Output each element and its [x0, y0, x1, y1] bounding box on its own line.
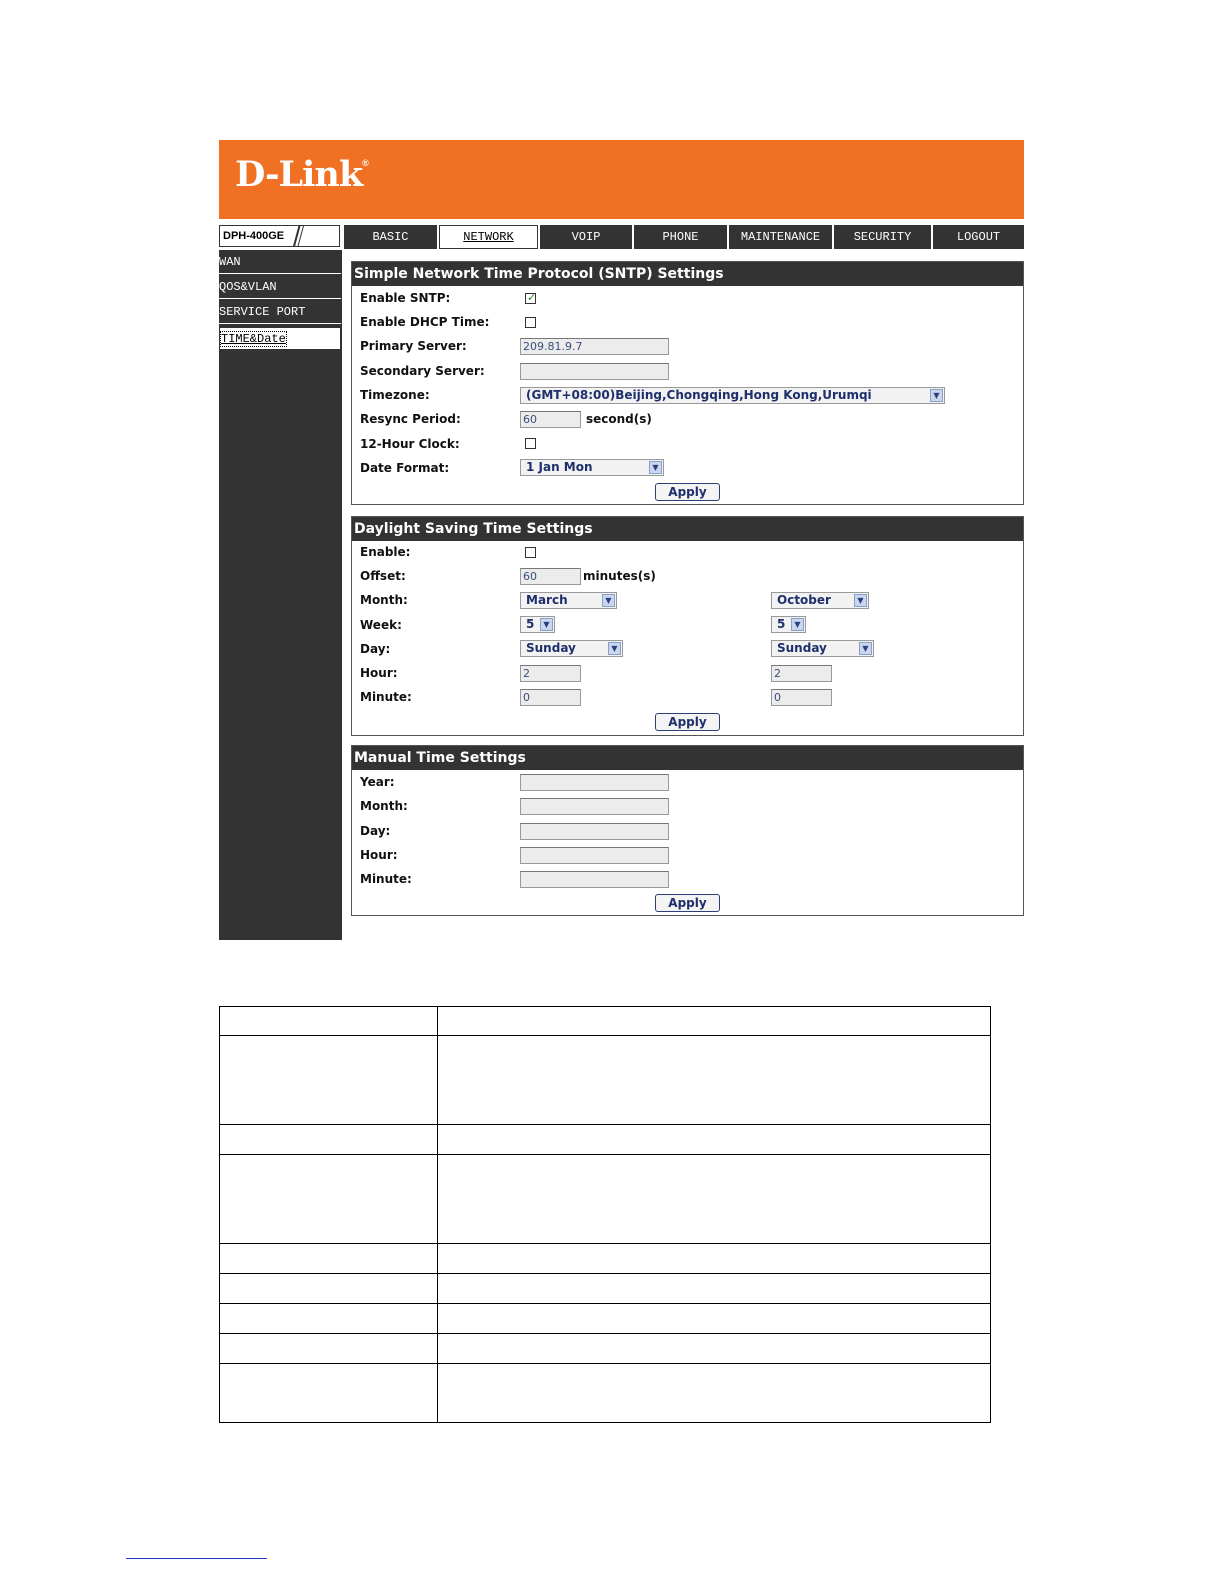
table-row — [220, 1274, 991, 1304]
manual-month-input[interactable] — [520, 798, 669, 815]
timezone-select[interactable] — [520, 387, 945, 404]
manual-day-label: Day: — [360, 824, 391, 838]
manual-month-row — [352, 795, 1023, 819]
enable-dhcp-label: Enable DHCP Time: — [360, 315, 490, 329]
tab-phone[interactable]: PHONE — [634, 225, 729, 249]
resync-input[interactable]: 60 — [520, 411, 581, 428]
manual-minute-input[interactable] — [520, 871, 669, 888]
dlink-logo: D-Link® — [235, 154, 368, 195]
minute-row — [352, 686, 1023, 710]
chevron-down-icon: ▼ — [854, 594, 867, 607]
manual-panel-title: Manual Time Settings — [352, 746, 1023, 770]
end-week-value: 5 — [777, 617, 786, 631]
secondary-server-row — [352, 360, 1023, 384]
timezone-row — [352, 384, 1023, 408]
offset-label: Offset: — [360, 569, 406, 583]
end-hour-input[interactable]: 2 — [771, 665, 832, 682]
model-name: DPH-400GE — [223, 230, 285, 242]
table-row — [220, 1244, 991, 1274]
table-row — [220, 1334, 991, 1364]
start-minute-input[interactable]: 0 — [520, 689, 581, 706]
checkmark-icon: ✓ — [527, 291, 537, 304]
day-row — [352, 638, 1023, 662]
day-label: Day: — [360, 642, 391, 656]
table-row — [220, 1125, 991, 1155]
end-month-select[interactable] — [771, 592, 869, 609]
sidebar-item-wan[interactable]: WAN — [219, 251, 341, 274]
end-week-select[interactable] — [771, 616, 806, 633]
offset-row — [352, 565, 1023, 589]
description-table — [219, 1006, 991, 1423]
sntp-panel — [351, 261, 1024, 505]
table-row — [220, 1304, 991, 1334]
tab-maintenance[interactable]: MAINTENANCE — [729, 225, 834, 249]
enable-sntp-row — [352, 287, 1023, 311]
chevron-down-icon: ▼ — [649, 461, 662, 474]
tab-logout[interactable]: LOGOUT — [933, 225, 1024, 249]
resync-unit: second(s) — [586, 412, 652, 426]
year-row — [352, 771, 1023, 795]
enable-dhcp-checkbox[interactable] — [525, 317, 536, 328]
chevron-down-icon: ▼ — [608, 642, 621, 655]
dst-panel-title: Daylight Saving Time Settings — [352, 517, 1023, 541]
sntp-apply-button[interactable]: Apply — [655, 483, 720, 501]
enable-sntp-checkbox[interactable] — [525, 293, 536, 304]
enable-dhcp-row — [352, 311, 1023, 335]
tab-network[interactable]: NETWORK — [439, 225, 538, 249]
start-day-value: Sunday — [526, 641, 576, 655]
manual-minute-row — [352, 868, 1023, 892]
main-nav-tabs — [344, 225, 1024, 249]
manual-hour-label: Hour: — [360, 848, 398, 862]
start-week-select[interactable] — [520, 616, 555, 633]
manual-panel — [351, 745, 1024, 916]
year-label: Year: — [360, 775, 395, 789]
dst-apply-button[interactable]: Apply — [655, 713, 720, 731]
chevron-down-icon: ▼ — [859, 642, 872, 655]
secondary-server-label: Secondary Server: — [360, 364, 485, 378]
sidebar-item-service-port[interactable]: SERVICE PORT — [219, 301, 341, 324]
offset-input[interactable]: 60 — [520, 568, 581, 585]
hour-label: Hour: — [360, 666, 398, 680]
tab-voip[interactable]: VOIP — [540, 225, 634, 249]
sidebar — [219, 250, 342, 940]
resync-row — [352, 408, 1023, 432]
dst-enable-row — [352, 541, 1023, 565]
clock12-row — [352, 433, 1023, 457]
primary-server-row — [352, 335, 1023, 359]
start-hour-input[interactable]: 2 — [520, 665, 581, 682]
footer-rule — [126, 1558, 267, 1559]
chevron-down-icon: ▼ — [540, 618, 553, 631]
timezone-value: (GMT+08:00)Beijing,Chongqing,Hong Kong,Urumqi — [526, 388, 872, 402]
sidebar-item-label: TIME&Date — [221, 332, 286, 346]
secondary-server-input[interactable] — [520, 363, 669, 380]
chevron-down-icon: ▼ — [791, 618, 804, 631]
tab-basic[interactable]: BASIC — [344, 225, 439, 249]
resync-label: Resync Period: — [360, 412, 461, 426]
manual-hour-input[interactable] — [520, 847, 669, 864]
start-day-select[interactable] — [520, 640, 623, 657]
dst-panel — [351, 516, 1024, 736]
clock12-checkbox[interactable] — [525, 438, 536, 449]
manual-minute-label: Minute: — [360, 872, 412, 886]
dst-enable-checkbox[interactable] — [525, 547, 536, 558]
chevron-down-icon: ▼ — [930, 389, 943, 402]
tab-security[interactable]: SECURITY — [834, 225, 933, 249]
date-format-label: Date Format: — [360, 461, 450, 475]
end-day-value: Sunday — [777, 641, 827, 655]
month-row — [352, 589, 1023, 613]
end-day-select[interactable] — [771, 640, 874, 657]
week-label: Week: — [360, 618, 402, 632]
end-minute-input[interactable]: 0 — [771, 689, 832, 706]
end-month-value: October — [777, 593, 831, 607]
offset-unit: minutes(s) — [583, 569, 656, 583]
primary-server-label: Primary Server: — [360, 339, 467, 353]
enable-sntp-label: Enable SNTP: — [360, 291, 451, 305]
primary-server-input[interactable]: 209.81.9.7 — [520, 338, 669, 355]
table-row — [220, 1007, 991, 1036]
sidebar-item-time-date[interactable] — [219, 327, 341, 350]
year-input[interactable] — [520, 774, 669, 791]
clock12-label: 12-Hour Clock: — [360, 437, 460, 451]
sntp-panel-title: Simple Network Time Protocol (SNTP) Settings — [352, 262, 1023, 286]
chevron-down-icon: ▼ — [602, 594, 615, 607]
date-format-row — [352, 457, 1023, 481]
model-badge — [219, 225, 340, 247]
dst-enable-label: Enable: — [360, 545, 411, 559]
manual-hour-row — [352, 844, 1023, 868]
month-label: Month: — [360, 593, 408, 607]
hour-row — [352, 662, 1023, 686]
date-format-value: 1 Jan Mon — [526, 460, 593, 474]
table-row — [220, 1036, 991, 1125]
manual-month-label: Month: — [360, 799, 408, 813]
table-row — [220, 1364, 991, 1423]
table-row — [220, 1155, 991, 1244]
date-format-select[interactable] — [520, 459, 664, 476]
slash-decoration-icon — [290, 225, 304, 247]
start-month-value: March — [526, 593, 568, 607]
start-week-value: 5 — [526, 617, 535, 631]
sidebar-item-qos-vlan[interactable]: QOS&VLAN — [219, 276, 341, 299]
manual-day-row — [352, 820, 1023, 844]
timezone-label: Timezone: — [360, 388, 430, 402]
minute-label: Minute: — [360, 690, 412, 704]
manual-apply-button[interactable]: Apply — [655, 894, 720, 912]
manual-day-input[interactable] — [520, 823, 669, 840]
start-month-select[interactable] — [520, 592, 617, 609]
week-row — [352, 614, 1023, 638]
